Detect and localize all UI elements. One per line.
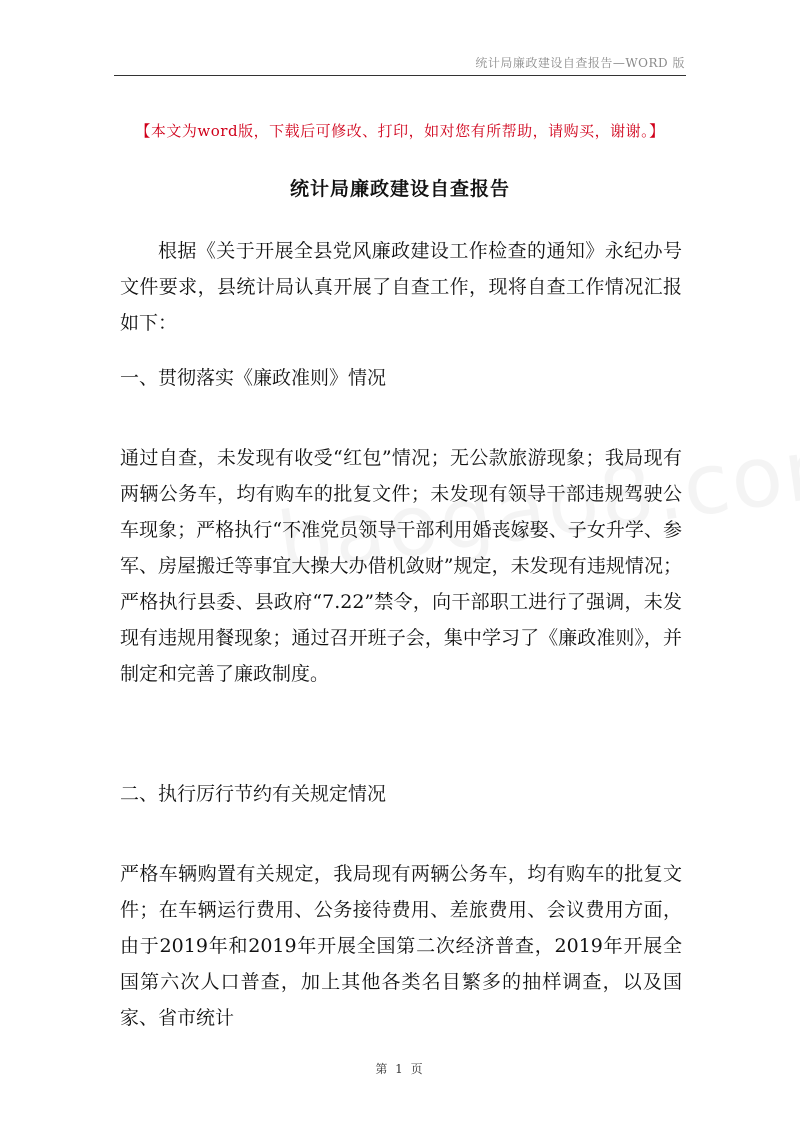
purchase-notice: 【本文为word版，下载后可修改、打印，如对您有所帮助，请购买，谢谢。】 — [135, 122, 665, 140]
running-header: 统计局廉政建设自查报告—WORD 版 — [475, 56, 685, 70]
section-heading-1: 一、贯彻落实《廉政准则》情况 — [120, 367, 387, 389]
header-divider — [114, 75, 686, 76]
section-paragraph-2: 严格车辆购置有关规定，我局现有两辆公务车，均有购车的批复文件；在车辆运行费用、公务接待费用、差旅费用、会议费用方面，由于2019年和2019年开展全国第二次经济普查，2019年开展全国第六次人口普查，加上其他各类名目繁多的抽样调查，以及国家、省市统计 — [120, 863, 682, 1029]
section-heading-2: 二、执行厉行节约有关规定情况 — [120, 783, 387, 805]
section-paragraph-1: 通过自查，未发现有收受“红包”情况；无公款旅游现象；我局现有两辆公务车，均有购车的批复文件；未发现有领导干部违规驾驶公车现象；严格执行“不准党员领导干部利用婚丧嫁娶、子女升学、参军、房屋搬迁等事宜大操大办借机敛财”规定，未发现有违规情况；严格执行县委、县政府“7.22”禁令，向干部职工进行了强调，未发现有违规用餐现象；通过召开班子会，集中学习了《廉政准则》，并制定和完善了廉政制度。 — [120, 447, 682, 685]
intro-paragraph: 根据《关于开展全县党风廉政建设工作检查的通知》永纪办号文件要求，县统计局认真开展了自查工作，现将自查工作情况汇报如下： — [120, 240, 682, 334]
document-title: 统计局廉政建设自查报告 — [289, 178, 510, 200]
page-number: 第 1 页 — [375, 1062, 425, 1076]
